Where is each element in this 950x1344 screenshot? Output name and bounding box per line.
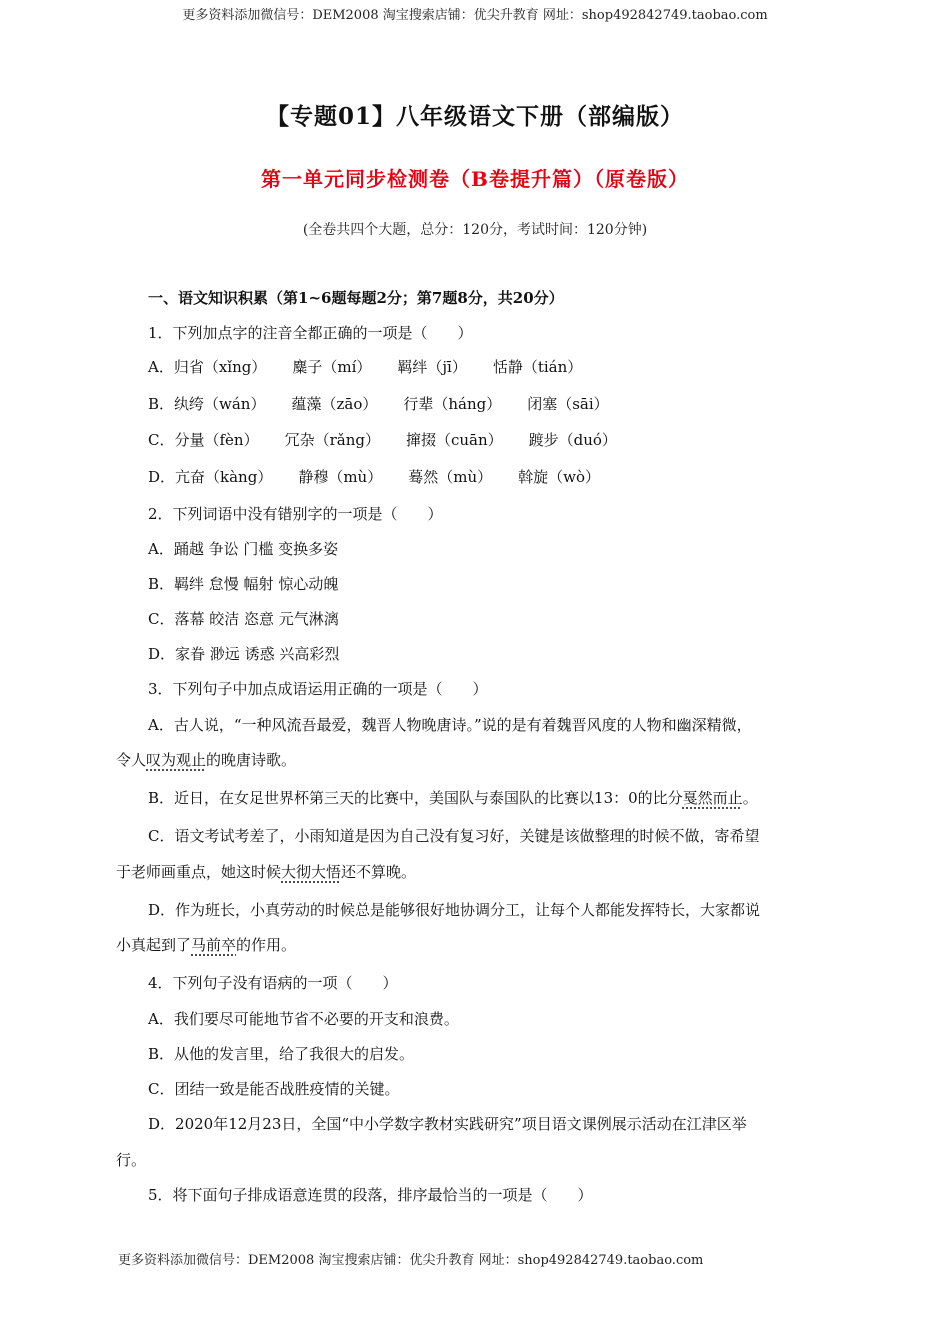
question-1-option-c: C．分量（fèn） 冗杂（rǎng） 撺掇（cuān） 踱步（duó） <box>148 431 617 449</box>
section-heading: 一、语文知识积累（第1~6题每题2分；第7题8分，共20分） <box>148 289 564 307</box>
question-4-option-d-line2: 行。 <box>116 1151 147 1169</box>
question-3-option-d-line1: D．作为班长，小真劳动的时候总是能够很好地协调分工，让每个人都能发挥特长，大家都说 <box>148 901 761 919</box>
question-1-option-a: A．归省（xǐng） 麋子（mí） 羁绊（jī） 恬静（tián） <box>148 358 583 376</box>
question-4-option-b: B．从他的发言里，给了我很大的启发。 <box>148 1045 415 1063</box>
footer-note: 更多资料添加微信号：DEM2008 淘宝搜索店铺：优尖升教育 网址：shop492842749.taobao.com <box>118 1253 704 1268</box>
question-5-stem: 5．将下面句子排成语意连贯的段落，排序最恰当的一项是（ ） <box>148 1186 593 1204</box>
question-2-option-d: D．家眷 渺远 诱惑 兴高彩烈 <box>148 645 340 663</box>
question-3-stem: 3．下列句子中加点成语运用正确的一项是（ ） <box>148 680 488 698</box>
question-3-option-a-line1: A．古人说，“一种风流吾最爱，魏晋人物晚唐诗。”说的是有着魏晋风度的人物和幽深精微， <box>148 716 752 734</box>
question-1-stem: 1．下列加点字的注音全都正确的一项是（ ） <box>148 324 473 342</box>
question-3-option-d-line2: 小真起到了马前卒的作用。 <box>116 936 297 954</box>
dotted-idiom: 叹为观止 <box>146 751 207 769</box>
question-4-option-a: A．我们要尽可能地节省不必要的开支和浪费。 <box>148 1010 459 1028</box>
question-4-option-c: C．团结一致是能否战胜疫情的关键。 <box>148 1080 400 1098</box>
question-3-option-a-line2: 令人叹为观止的晚唐诗歌。 <box>116 751 297 769</box>
question-1-option-d: D．亢奋（kàng） 静穆（mù） 蓦然（mù） 斡旋（wò） <box>148 468 600 486</box>
question-3-option-c-line2: 于老师画重点，她这时候大彻大悟还不算晚。 <box>116 863 417 881</box>
dotted-idiom: 戛然而止 <box>682 789 743 807</box>
page-subtitle: 第一单元同步检测卷（B卷提升篇）（原卷版） <box>261 167 689 191</box>
question-2-option-b: B．羁绊 怠慢 幅射 惊心动魄 <box>148 575 339 593</box>
question-4-option-d-line1: D．2020年12月23日，全国“中小学数字教材实践研究”项目语文课例展示活动在江津区举 <box>148 1115 747 1133</box>
question-2-stem: 2．下列词语中没有错别字的一项是（ ） <box>148 505 443 523</box>
header-note: 更多资料添加微信号：DEM2008 淘宝搜索店铺：优尖升教育 网址：shop492842749.taobao.com <box>182 8 768 23</box>
dotted-idiom: 大彻大悟 <box>281 863 342 881</box>
question-1-option-b: B．纨绔（wán） 蕴藻（zāo） 行辈（háng） 闭塞（sāi） <box>148 395 609 413</box>
question-4-stem: 4．下列句子没有语病的一项（ ） <box>148 974 398 992</box>
question-3-option-b: B．近日，在女足世界杯第三天的比赛中，美国队与泰国队的比赛以13：0的比分戛然而止。 <box>148 789 758 807</box>
exam-note: (全卷共四个大题，总分：120分，考试时间：120分钟) <box>302 222 648 238</box>
dotted-idiom: 马前卒 <box>191 936 237 954</box>
question-3-option-c-line1: C．语文考试考差了，小雨知道是因为自己没有复习好，关键是该做整理的时候不做，寄希望 <box>148 827 760 845</box>
page-title: 【专题01】八年级语文下册（部编版） <box>265 103 684 130</box>
question-2-option-c: C．落幕 皎洁 恣意 元气淋漓 <box>148 610 339 628</box>
question-2-option-a: A．踊越 争讼 门槛 变换多姿 <box>148 540 339 558</box>
